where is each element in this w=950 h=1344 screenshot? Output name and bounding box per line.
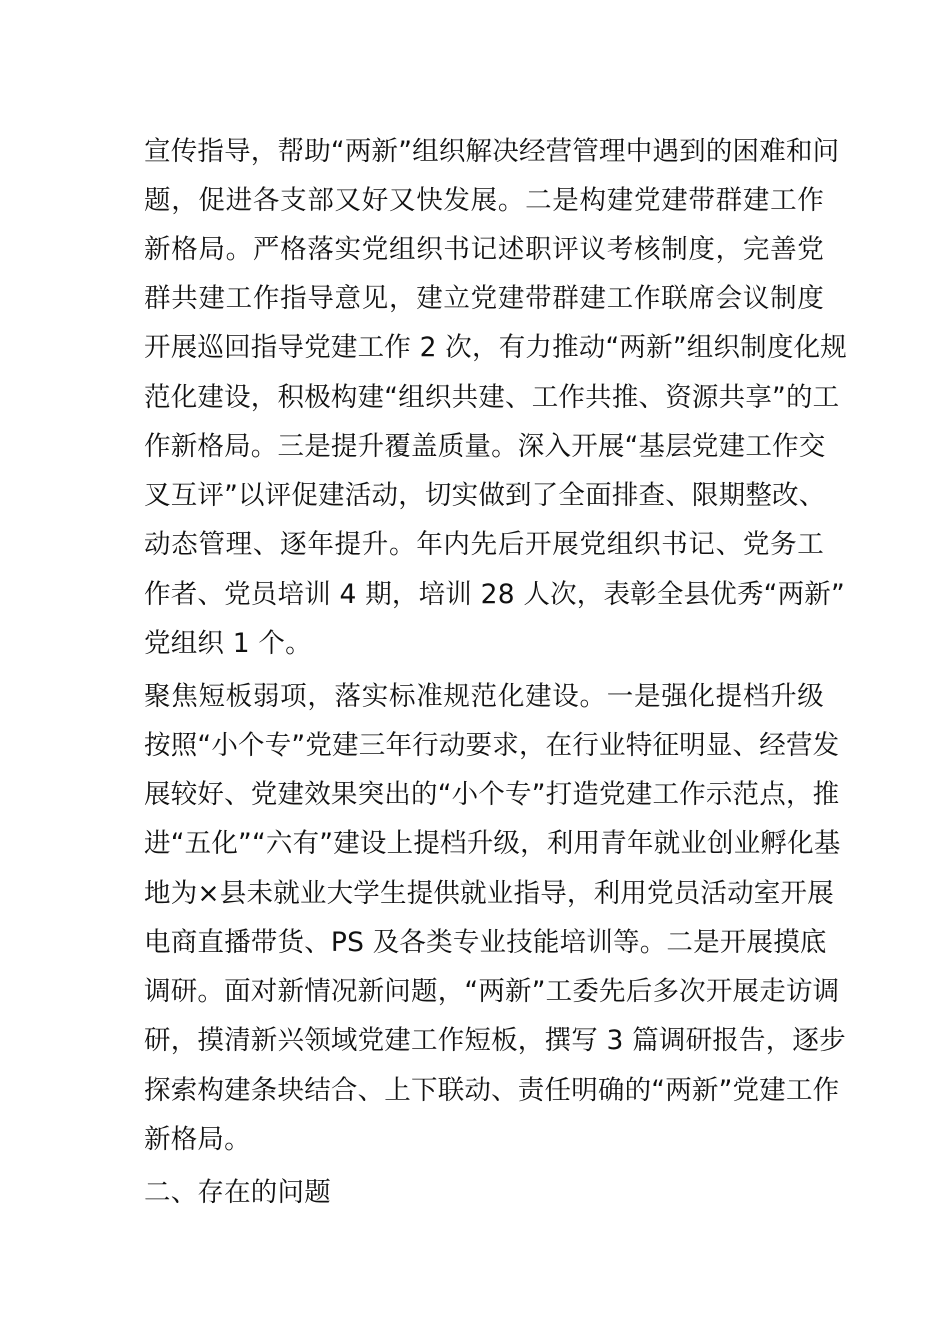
text-line: 地为×县未就业大学生提供就业指导，利用党员活动室开展 <box>144 878 834 909</box>
text-line: 宣传指导，帮助“两新”组织解决经营管理中遇到的困难和问 <box>144 136 840 167</box>
text-line: 展较好、党建效果突出的“小个专”打造党建工作示范点，推 <box>144 779 840 810</box>
text-line: 开展巡回指导党建工作 2 次，有力推动“两新”组织制度化规 <box>144 332 847 363</box>
text-line: 研，摸清新兴领域党建工作短板，撰写 3 篇调研报告，逐步 <box>144 1025 846 1056</box>
text-line: 按照“小个专”党建三年行动要求，在行业特征明显、经营发 <box>144 730 840 761</box>
text-line: 探索构建条块结合、上下联动、责任明确的“两新”党建工作 <box>144 1075 840 1106</box>
text-line: 作新格局。三是提升覆盖质量。深入开展“基层党建工作交 <box>144 431 826 462</box>
text-line: 调研。面对新情况新问题，“两新”工委先后多次开展走访调 <box>144 976 840 1007</box>
text-line: 作者、党员培训 4 期，培训 28 人次，表彰全县优秀“两新” <box>144 579 845 610</box>
text-line: 聚焦短板弱项，落实标准规范化建设。一是强化提档升级 <box>144 681 824 712</box>
section-heading: 二、存在的问题 <box>144 1177 331 1208</box>
text-line: 题，促进各支部又好又快发展。二是构建党建带群建工作 <box>144 185 824 216</box>
text-line: 群共建工作指导意见，建立党建带群建工作联席会议制度 <box>144 283 824 314</box>
text-line: 叉互评”以评促建活动，切实做到了全面排查、限期整改、 <box>144 480 826 511</box>
text-line: 电商直播带货、PS 及各类专业技能培训等。二是开展摸底 <box>144 927 827 958</box>
text-line: 进“五化”“六有”建设上提档升级，利用青年就业创业孵化基 <box>144 828 841 859</box>
text-line: 新格局。 <box>144 1124 251 1155</box>
text-line: 党组织 1 个。 <box>144 628 312 659</box>
text-line: 新格局。严格落实党组织书记述职评议考核制度，完善党 <box>144 234 824 265</box>
text-line: 动态管理、逐年提升。年内先后开展党组织书记、党务工 <box>144 529 824 560</box>
text-line: 范化建设，积极构建“组织共建、工作共推、资源共享”的工 <box>144 382 840 413</box>
